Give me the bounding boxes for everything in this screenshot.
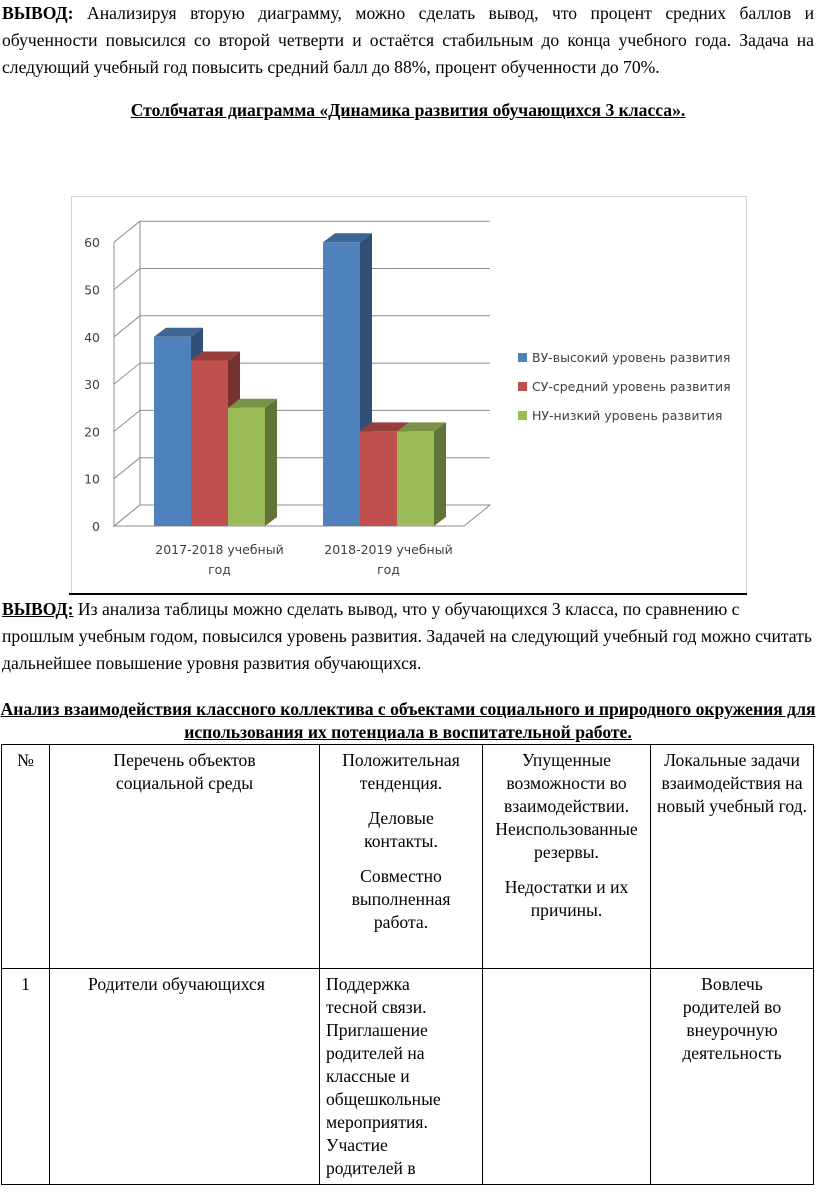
header-positive-2: Деловые контакты. bbox=[364, 808, 438, 851]
table-heading: Анализ взаимодействия классного коллектива с объектами социального и природного окружения для использования их потенциала в воспитательной работе. bbox=[0, 699, 816, 742]
legend-label: СУ-средний уровень развития bbox=[532, 379, 731, 394]
x-tick-label: 2017-2018 учебный bbox=[155, 542, 284, 557]
gridline-side bbox=[114, 458, 140, 479]
gridline-side bbox=[114, 316, 140, 337]
row-1-object: Родители обучающихся bbox=[50, 969, 320, 1185]
header-positive-1: Положительная тенденция. bbox=[342, 750, 460, 793]
conclusion-text-1: Анализируя вторую диаграмму, можно сделать вывод, что процент средних баллов и обученности повысился со второй четверти и остаётся стабильным до конца учебного года. Задача на следующий учебный год повысить средний балл до 88%, процент обученности до 70%. bbox=[2, 3, 814, 77]
y-tick-label: 0 bbox=[92, 519, 100, 534]
bar-side bbox=[434, 422, 446, 526]
gridline-side bbox=[114, 269, 140, 290]
row-1-positive: Поддержка тесной связи. Приглашение родителей на классные и общешкольные мероприятия. Участие родителей в bbox=[320, 969, 483, 1185]
y-tick-label: 30 bbox=[84, 377, 100, 393]
legend-swatch bbox=[518, 382, 527, 391]
table-row bbox=[2, 969, 814, 1185]
conclusion-label-1: ВЫВОД: bbox=[2, 3, 74, 23]
gridline-side bbox=[114, 221, 140, 242]
row-1-missed bbox=[483, 969, 651, 1185]
header-positive bbox=[320, 745, 483, 969]
bar-side bbox=[265, 399, 277, 526]
y-tick-label: 40 bbox=[84, 329, 100, 345]
row-1-num: 1 bbox=[2, 969, 50, 1185]
x-tick-label: год bbox=[377, 562, 400, 577]
y-tick-label: 60 bbox=[84, 235, 100, 251]
table-header-row bbox=[2, 745, 814, 969]
header-missed bbox=[483, 745, 651, 969]
y-tick-label: 20 bbox=[84, 424, 100, 440]
row-1-tasks: Вовлечь родителей во внеурочную деятельность bbox=[651, 969, 814, 1185]
conclusion-paragraph-1 bbox=[2, 0, 814, 81]
legend-label: ВУ-высокий уровень развития bbox=[532, 350, 731, 365]
header-missed-1: Упущенные возможности во взаимодействии. Неиспользованные резервы. bbox=[495, 750, 638, 862]
header-missed-2: Недостатки и их причины. bbox=[504, 877, 629, 920]
bar bbox=[360, 431, 397, 526]
x-tick-label: год bbox=[208, 562, 231, 577]
conclusion-paragraph-2 bbox=[2, 596, 814, 677]
chart-frame bbox=[71, 196, 747, 594]
bar bbox=[323, 242, 360, 526]
bar bbox=[397, 431, 434, 526]
header-num: № bbox=[2, 745, 50, 969]
gridline-side bbox=[114, 410, 140, 431]
header-tasks: Локальные задачи взаимодействия на новый учебный год. bbox=[651, 745, 814, 969]
legend-swatch bbox=[518, 411, 527, 420]
bar bbox=[228, 408, 265, 526]
header-objects: Перечень объектов социальной среды bbox=[50, 745, 320, 969]
bar bbox=[154, 337, 191, 526]
legend-label: НУ-низкий уровень развития bbox=[532, 408, 723, 423]
y-tick-label: 10 bbox=[84, 471, 100, 487]
x-tick-label: 2018-2019 учебный bbox=[324, 542, 453, 557]
chart-heading: Столбчатая диаграмма «Динамика развития обучающихся 3 класса». bbox=[130, 100, 686, 120]
conclusion-text-2: Из анализа таблицы можно сделать вывод, что у обучающихся 3 класса, по сравнению с прошлым учебным годом, повысился уровень развития. Задачей на следующий учебный год можно считать дальнейшее повышение уровня развития обучающихся. bbox=[2, 599, 812, 673]
gridline-side bbox=[114, 363, 140, 384]
bar-chart bbox=[72, 197, 746, 593]
legend-swatch bbox=[518, 353, 527, 362]
conclusion-label-2: ВЫВОД: bbox=[2, 599, 74, 619]
y-tick-label: 50 bbox=[84, 282, 100, 298]
header-positive-3: Совместно выполненная работа. bbox=[351, 866, 451, 932]
chart-divider bbox=[69, 593, 747, 595]
bar bbox=[191, 360, 228, 526]
interaction-table bbox=[1, 744, 814, 1185]
